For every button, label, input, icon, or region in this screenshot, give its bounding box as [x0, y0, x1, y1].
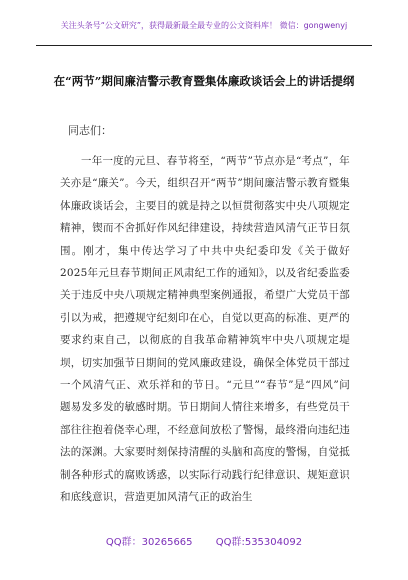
- header-notice: 关注头条号“公文研究”，获得最新最全最专业的公文资料库！ 微信：gongwenyj: [60, 21, 348, 30]
- body-paragraph: 一年一度的元旦、春节将至，“两节”节点亦是“考点”，年关亦是“廉关”。今天，组织召开“两节”期间廉洁警示教育暨集体廉政谈话会，主要目的就是持之以恒贯彻落实中央八项规定精神，锲而不舍抓好作风纪律建设，持续营造风清气正节日氛围。刚才，集中传达学习了中共中央纪委印发《关于做好2025年元旦春节期间正风肃纪工作的通知》，以及省纪委监委关于违反中央八项规定精神典型案例通报，希望广大党员干部引以为戒，把遵规守纪刻印在心，自觉以更高的标准、更严的要求约束自己，以彻底的自我革命精神筑牢中央八项规定堤坝，切实加强节日期间的党风廉政建设，确保全体党员干部过一个风清气正、欢乐祥和的节日。“元旦”“春节”是“四风”问题易发多发的敏感时期。节日期间人情往来增多，有些党员干部往往抱着侥幸心理，不经意间放松了警惕，最终滑向违纪违法的深渊。大家要时刻保持清醒的头脑和高度的警惕，自觉抵制各种形式的腐败诱惑，以实际行动践行纪律意识、规矩意识和底线意识，营造更加风清气正的政治生: [60, 155, 350, 504]
- document-title: 在“两节”期间廉洁警示教育暨集体廉政谈话会上的讲话提纲: [53, 74, 355, 88]
- footer: [0, 533, 408, 548]
- footer-qq-group-1: QQ群：30265665: [105, 537, 193, 548]
- header-divider: [36, 45, 372, 46]
- footer-qq-group-2: QQ群:535304092: [215, 537, 303, 548]
- greeting: 同志们：: [68, 124, 112, 137]
